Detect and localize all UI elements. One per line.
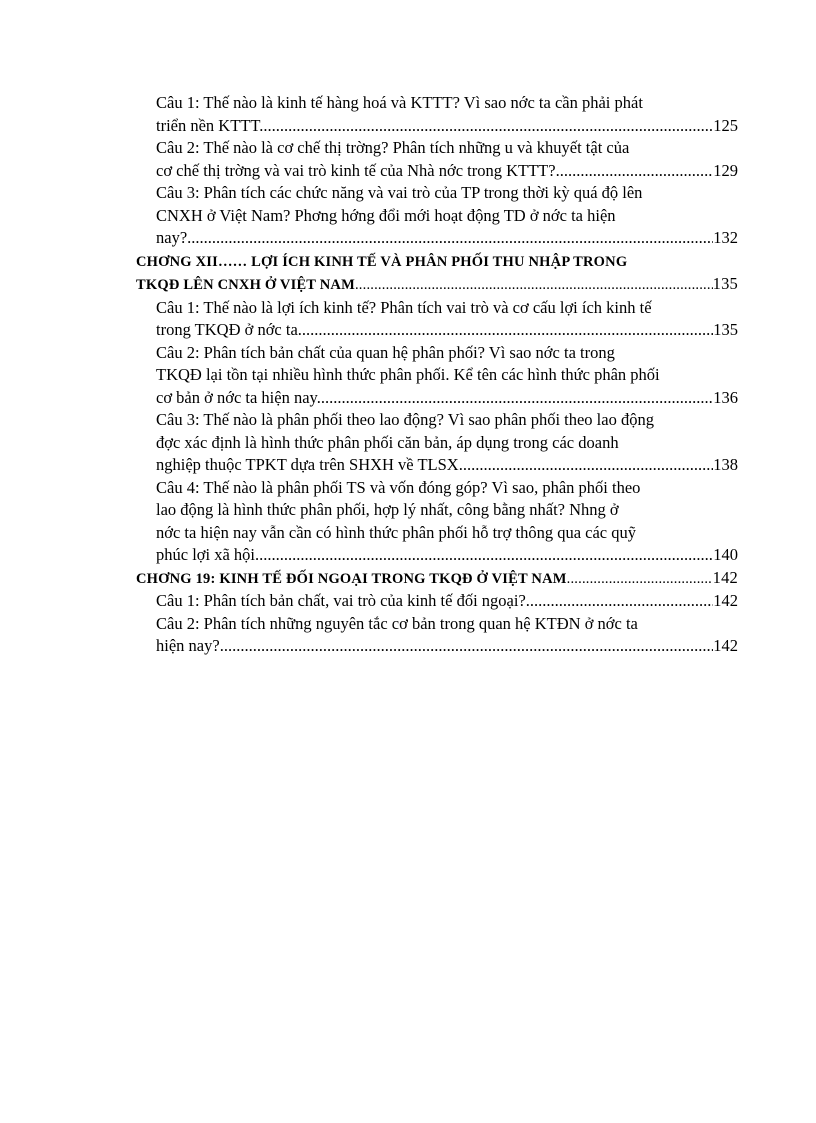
toc-entry-q3-finance-functions[interactable] (136, 182, 738, 250)
dot-leader (263, 115, 713, 138)
toc-entry-last-line (156, 454, 738, 477)
toc-entry-line: Câu 2: Thế nào là cơ chế thị trờng? Phân tích những u và khuyết tật của (156, 138, 630, 157)
page-number: 142 (712, 567, 738, 587)
toc-entry-text: nghiệp thuộc TPKT dựa trên SHXH về TLSX. (156, 455, 463, 474)
page-number: 142 (713, 636, 738, 655)
toc-entry-text: cơ bản ở nớc ta hiện nay. (156, 387, 321, 407)
page-number: 136 (713, 387, 738, 407)
dot-leader (187, 227, 713, 250)
toc-entry-text: triển nền KTTT. (156, 115, 264, 135)
page-number: 125 (713, 115, 738, 135)
toc-entry-q3-distribution-by-labor[interactable] (136, 409, 738, 477)
toc-entry-q2-distribution-relations[interactable] (136, 342, 738, 410)
toc-entry-line: Câu 3: Phân tích các chức năng và vai trò của TP trong thời kỳ quá độ lên (156, 183, 643, 202)
toc-entry-line: Câu 1: Thế nào là kinh tế hàng hoá và KTTT? Vì sao nớc ta cần phải phát (156, 93, 643, 112)
dot-leader (259, 544, 713, 567)
toc-entry-last-line (156, 590, 738, 613)
toc-entry-line: Câu 3: Thế nào là phân phối theo lao động? Vì sao phân phối theo lao động (156, 410, 654, 429)
toc-chapter-text: TKQĐ LÊN CNXH Ở VIỆT NAM (136, 277, 355, 293)
toc-entry-line: TKQĐ lại tồn tại nhiều hình thức phân phối. Kể tên các hình thức phân phối (156, 365, 660, 384)
toc-entry-text: phúc lợi xã hội. (156, 545, 260, 564)
page-number: 138 (713, 455, 738, 474)
toc-entry-text: nay? (156, 228, 188, 247)
toc-entry-line: đợc xác định là hình thức phân phối căn bản, áp dụng trong các doanh (156, 432, 619, 452)
toc-entry-q1-economic-interest[interactable] (136, 297, 738, 342)
toc-entry-text: hiện nay? (156, 636, 220, 655)
dot-leader (526, 590, 713, 613)
toc-entry-q1-foreign-economy[interactable] (136, 590, 738, 613)
page-number: 135 (712, 274, 738, 293)
page-number: 142 (713, 591, 738, 610)
dot-leader (220, 635, 714, 658)
toc-entry-last-line (156, 387, 738, 410)
toc-chapter-19[interactable] (136, 567, 738, 591)
toc-entry-text: Câu 1: Phân tích bản chất, vai trò của kinh tế đối ngoại? (156, 591, 526, 610)
toc-chapter-last-line (136, 273, 738, 297)
page-number: 129 (713, 160, 738, 180)
toc-entry-line: Câu 2: Phân tích bản chất của quan hệ phân phối? Vì sao nớc ta trong (156, 342, 615, 362)
toc-entry-last-line (156, 115, 738, 138)
toc-entry-text: cơ chế thị trờng và vai trò kinh tế của Nhà nớc trong KTTT? (156, 160, 556, 180)
page-number: 140 (713, 545, 738, 564)
toc-entry-line: Câu 2: Phân tích những nguyên tắc cơ bản trong quan hệ KTĐN ở nớc ta (156, 613, 638, 633)
toc-entry-q1-market-economy[interactable] (136, 92, 738, 137)
toc-entry-q2-ktdn-principles[interactable] (136, 613, 738, 658)
toc-chapter-xii[interactable] (136, 251, 738, 297)
dot-leader (355, 274, 713, 297)
dot-leader (463, 454, 713, 477)
toc-chapter-text: CHƠNG 19: KINH TẾ ĐỐI NGOẠI TRONG TKQĐ Ở VIỆT NAM (136, 570, 567, 587)
toc-entry-line: lao động là hình thức phân phối, hợp lý nhất, công bằng nhất? Nhng ở (156, 500, 619, 519)
toc-entry-line: Câu 4: Thế nào là phân phối TS và vốn đóng góp? Vì sao, phân phối theo (156, 477, 641, 497)
toc-entry-last-line (156, 319, 738, 342)
toc-entry-line: nớc ta hiện nay vẫn cần có hình thức phân phối hỗ trợ thông qua các quỹ (156, 522, 637, 542)
toc-chapter-line: CHƠNG XII…… LỢI ÍCH KINH TẾ VÀ PHÂN PHỐI THU NHẬP TRONG (136, 253, 628, 270)
toc-entry-text: trong TKQĐ ở nớc ta. (156, 320, 302, 339)
toc-entry-last-line (156, 160, 738, 183)
dot-leader (556, 160, 714, 183)
page-number: 132 (713, 228, 738, 247)
table-of-contents (136, 92, 738, 658)
dot-leader (567, 568, 713, 591)
toc-entry-line: CNXH ở Việt Nam? Phơng hớng đổi mới hoạt động TD ở nớc ta hiện (156, 205, 616, 225)
toc-entry-q2-market-mechanism[interactable] (136, 137, 738, 182)
toc-entry-last-line (156, 635, 738, 658)
dot-leader (321, 387, 713, 410)
page-number: 135 (713, 320, 738, 339)
toc-entry-last-line (156, 544, 738, 567)
dot-leader (302, 319, 713, 342)
toc-entry-line: Câu 1: Thế nào là lợi ích kinh tế? Phân tích vai trò và cơ cấu lợi ích kinh tế (156, 297, 652, 317)
toc-chapter-last-line (136, 567, 738, 591)
toc-entry-last-line (156, 227, 738, 250)
toc-entry-q4-distribution-by-assets[interactable] (136, 477, 738, 567)
